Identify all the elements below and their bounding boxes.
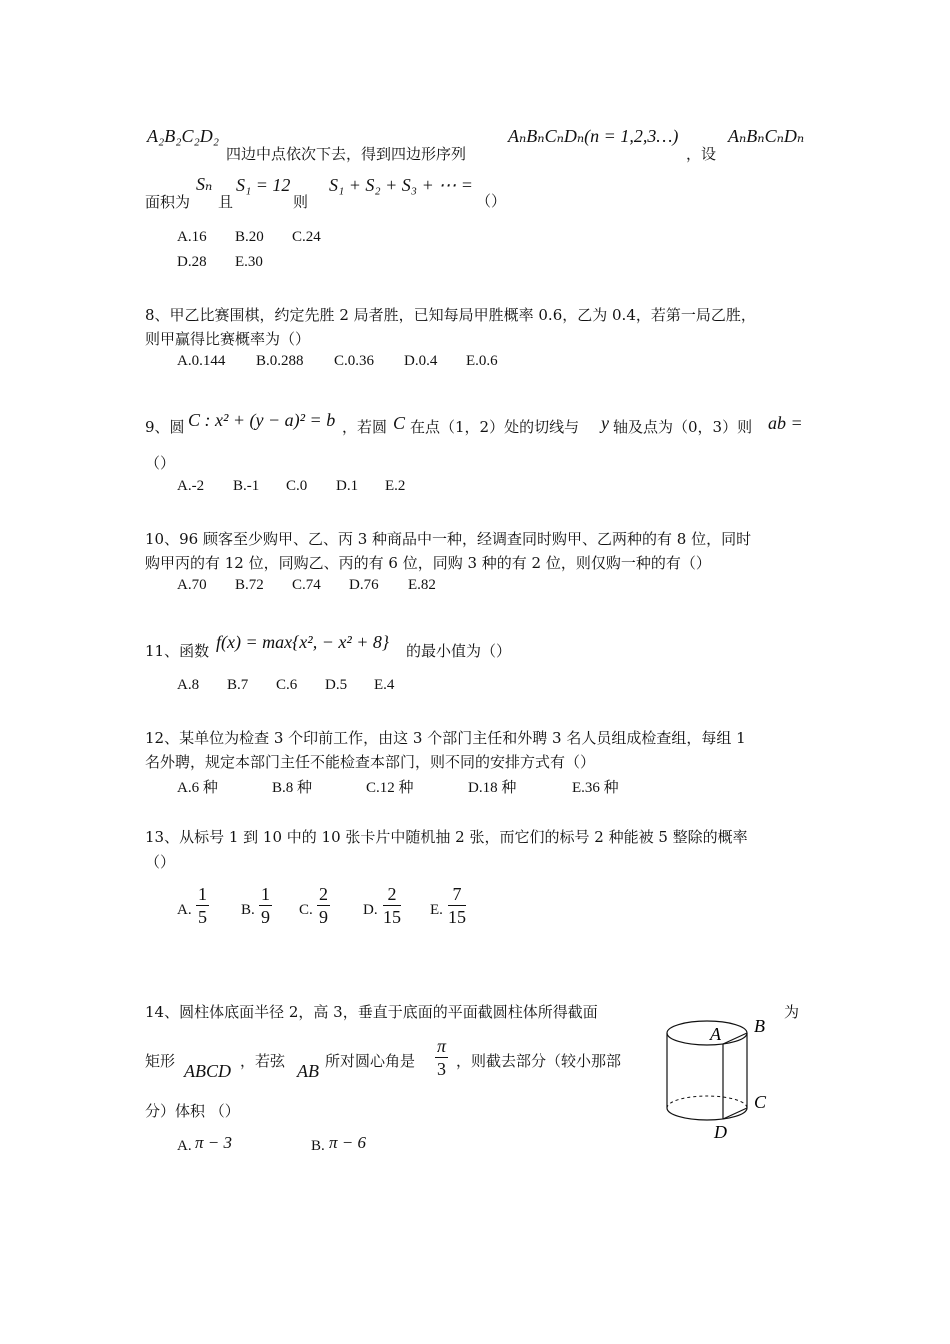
q7-expr-sum: S₁ + S₂ + S₃ + ⋯ = [329, 175, 473, 195]
q7-expr-s1: S₁ = 12 [236, 175, 291, 195]
q14-fraction-pi-3 [435, 1035, 448, 1080]
q11-option: C.6 [276, 677, 298, 693]
label-c: C [754, 1092, 767, 1112]
q13-option-label: D. [363, 902, 378, 918]
q8-option: B.0.288 [256, 353, 304, 369]
q14-line-2d: ，则截去部分（较小那部 [456, 1052, 622, 1070]
q9-option: E.2 [385, 478, 406, 494]
q14-expr-ab: AB [297, 1061, 319, 1081]
q13-line-2: （） [145, 853, 176, 871]
q7-option: C.24 [292, 229, 321, 245]
q9-option: D.1 [336, 478, 359, 494]
q7-text-3: 面积为 [145, 193, 191, 211]
q11-option: D.5 [325, 677, 348, 693]
fraction-denominator: 9 [319, 907, 328, 927]
cylinder-bottom-back [667, 1096, 747, 1108]
q9-option: A.-2 [177, 478, 205, 494]
cylinder-figure [660, 1010, 800, 1150]
q10-option: E.82 [408, 577, 436, 593]
q7-text-2: ，设 [686, 145, 717, 163]
q13-option-label: B. [241, 902, 255, 918]
q13-option-label: A. [177, 902, 192, 918]
q7-text-4: 且 [218, 193, 234, 211]
q7-expr-a2b2c2d2: A₂B₂C₂D₂ [147, 126, 220, 146]
q11-suffix: 的最小值为（） [406, 642, 512, 660]
q9-prefix: 9、圆 [145, 418, 185, 436]
q9-paren: （） [145, 454, 176, 472]
q10-option: B.72 [235, 577, 264, 593]
q7-paren: （） [476, 192, 507, 210]
fraction-numerator: π [437, 1036, 447, 1056]
q7-option: D.28 [177, 254, 207, 270]
q7-expr-anbncndn: AₙBₙCₙDₙ [728, 126, 805, 146]
label-b: B [754, 1016, 765, 1036]
fraction-numerator: 2 [319, 884, 328, 904]
q9-expr-ab: ab = [768, 413, 803, 433]
q14-line-1: 14、圆柱体底面半径 2，高 3，垂直于底面的平面截圆柱体所得截面 [145, 1003, 598, 1021]
q11-expr: f(x) = max{x², − x² + 8} [216, 632, 390, 652]
q10-option: A.70 [177, 577, 207, 593]
fraction-denominator: 15 [383, 907, 401, 927]
fraction-denominator: 3 [437, 1059, 447, 1079]
fraction-numerator: 1 [198, 884, 207, 904]
q14-line-2b: ，若弦 [240, 1052, 286, 1070]
q14-expr-abcd: ABCD [184, 1061, 231, 1081]
q7-option: A.16 [177, 229, 207, 245]
q8-option: C.0.36 [334, 353, 375, 369]
q12-line-1: 12、某单位为检查 3 个印前工作，由这 3 个部门主任和外聘 3 名人员组成检查组，每组 1 [145, 729, 746, 747]
q9-expr-y: y [601, 413, 609, 433]
q10-option: D.76 [349, 577, 379, 593]
label-d: D [714, 1122, 727, 1142]
fraction-numerator: 2 [383, 883, 401, 906]
q14-line-1-end: 为 [784, 1003, 800, 1021]
fraction-denominator: 5 [198, 907, 207, 927]
q12-option: D.18 种 [468, 780, 517, 796]
q7-option: E.30 [235, 254, 263, 270]
q14-option-expr: π − 6 [329, 1133, 366, 1152]
q11-option: B.7 [227, 677, 249, 693]
q9-mid: ，若圆 [342, 418, 388, 436]
q12-option: A.6 种 [177, 780, 218, 796]
q13-option-fraction [196, 883, 209, 928]
q14-line-3: 分）体积 （） [145, 1102, 240, 1120]
q11-option: A.8 [177, 677, 200, 693]
q8-line-2: 则甲赢得比赛概率为（） [145, 330, 311, 348]
q12-option: B.8 种 [272, 780, 313, 796]
q12-option: C.12 种 [366, 780, 414, 796]
q14-option-label: B. [311, 1138, 325, 1154]
q9-text-2: 轴及点为（0，3）则 [613, 418, 753, 436]
q11-option: E.4 [374, 677, 395, 693]
q8-option: D.0.4 [404, 353, 438, 369]
q13-line-1: 13、从标号 1 到 10 中的 10 张卡片中随机抽 2 张，而它们的标号 2 种能被 5 整除的概率 [145, 828, 748, 846]
q13-option-fraction [448, 883, 466, 928]
q10-line-1: 10、96 顾客至少购甲、乙、丙 3 种商品中一种，经调查同时购甲、乙两种的有 8 位，同时 [145, 530, 752, 548]
fraction-numerator: 7 [448, 883, 466, 906]
fraction-numerator: 1 [261, 884, 270, 904]
q9-option: C.0 [286, 478, 308, 494]
q9-expr-circle: C : x² + (y − a)² = b [188, 410, 336, 430]
q10-option: C.74 [292, 577, 321, 593]
q8-option: A.0.144 [177, 353, 226, 369]
q13-option-fraction [259, 883, 272, 928]
q7-expr-sn: Sₙ [196, 174, 213, 194]
q12-option: E.36 种 [572, 780, 619, 796]
q8-option: E.0.6 [466, 353, 498, 369]
q8-line-1: 8、甲乙比赛围棋，约定先胜 2 局者胜，已知每局甲胜概率 0.6，乙为 0.4，若第一局乙胜， [145, 306, 756, 324]
q7-expr-sequence: AₙBₙCₙDₙ(n = 1,2,3…) [508, 126, 679, 146]
q13-option-fraction [317, 883, 330, 928]
fraction-denominator: 15 [448, 907, 466, 927]
q12-line-2: 名外聘，规定本部门主任不能检查本部门，则不同的安排方式有（） [145, 753, 596, 771]
q14-line-2a: 矩形 [145, 1052, 176, 1070]
q9-option: B.-1 [233, 478, 260, 494]
q14-line-2c: 所对圆心角是 [325, 1052, 416, 1070]
q13-option-label: E. [430, 902, 443, 918]
q9-expr-c: C [393, 413, 406, 433]
q7-text-1: 四边中点依次下去，得到四边形序列 [226, 145, 467, 163]
q14-option-expr: π − 3 [195, 1133, 232, 1152]
q11-prefix: 11、函数 [145, 642, 210, 660]
q7-option: B.20 [235, 229, 264, 245]
q10-line-2: 购甲丙的有 12 位，同购乙、丙的有 6 位，同购 3 种的有 2 位，则仅购一种的有（） [145, 554, 711, 572]
cylinder-top-ellipse [667, 1021, 747, 1045]
q13-option-fraction [383, 883, 401, 928]
q9-text: 在点（1，2）处的切线与 [410, 418, 580, 436]
q7-text-5: 则 [293, 193, 309, 211]
label-a: A [710, 1024, 721, 1044]
fraction-denominator: 9 [261, 907, 270, 927]
q14-option-label: A. [177, 1138, 192, 1154]
q13-option-label: C. [299, 902, 313, 918]
